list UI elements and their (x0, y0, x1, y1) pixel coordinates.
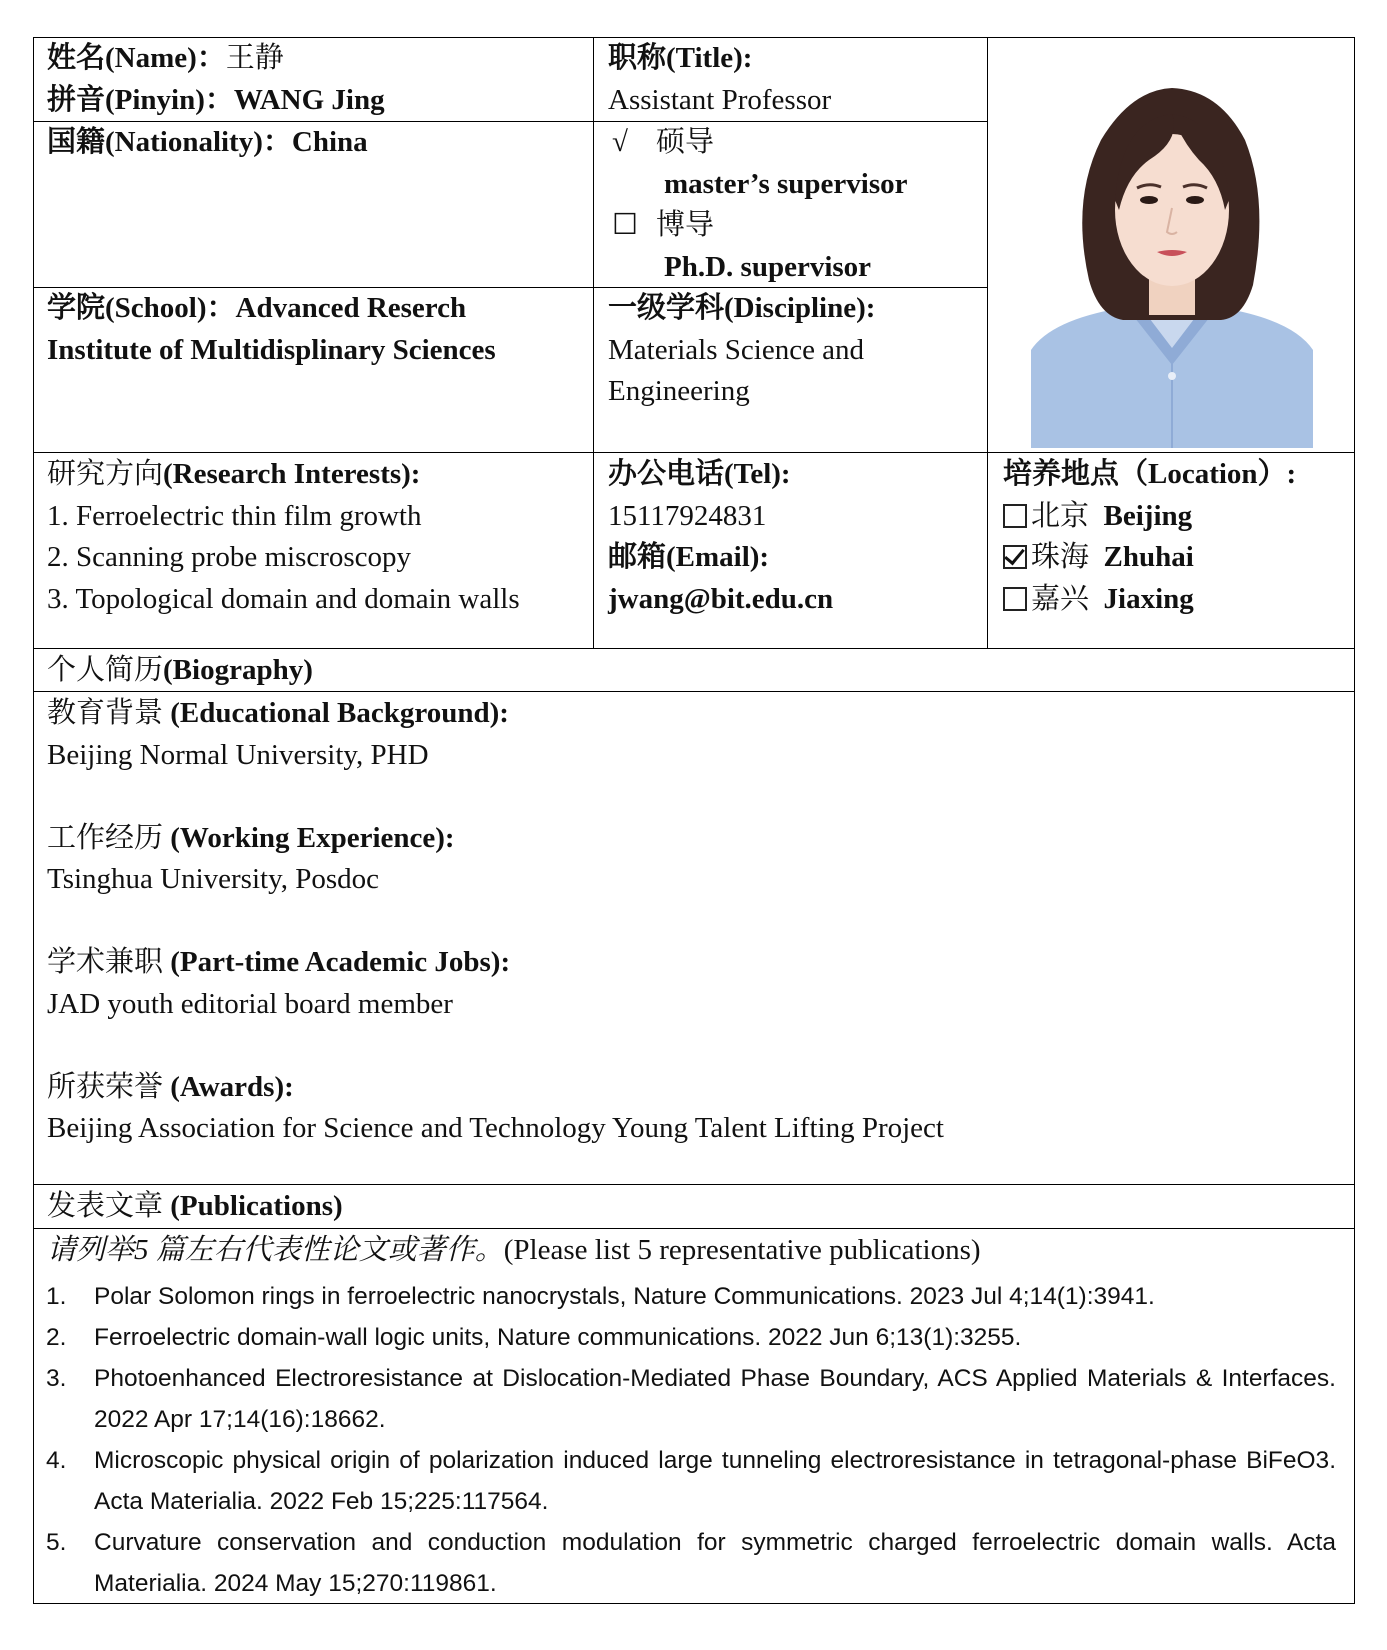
publication-item (46, 1317, 1336, 1358)
nationality-cell (47, 122, 368, 164)
research-item: 3. Topological domain and domain walls (47, 582, 520, 615)
location-checkbox-jiaxing[interactable] (1003, 587, 1027, 611)
education-value: Beijing Normal University, PHD (47, 738, 429, 771)
col-divider (987, 37, 988, 649)
publication-number: 1. (46, 1283, 67, 1310)
publications-header-en: (Publications) (170, 1190, 343, 1222)
publication-text: Ferroelectric domain-wall logic units, Nature communications. 2022 Jun 6;13(1):3255. (94, 1324, 1022, 1351)
location-en: Jiaxing (1103, 582, 1194, 615)
portrait-photo (1031, 80, 1313, 448)
awards-cn: 所获荣誉 (47, 1070, 164, 1103)
phd-check-mark: ☐ (612, 209, 638, 241)
location-cn: 珠海 (1031, 541, 1090, 573)
discipline-line1: Materials Science and (608, 333, 865, 366)
location-checkbox-zhuhai[interactable] (1003, 545, 1027, 569)
nationality-value: China (291, 126, 368, 158)
title-cell (608, 38, 831, 121)
education-cn: 教育背景 (47, 697, 164, 729)
location-cn: 嘉兴 (1031, 582, 1090, 615)
biography-body (47, 693, 944, 1150)
publication-text: Polar Solomon rings in ferroelectric nanocrystals, Nature Communications. 2023 Jul 4;14(1):3941. (94, 1283, 1155, 1310)
publication-item (46, 1276, 1336, 1317)
parttime-value: JAD youth editorial board member (47, 987, 453, 1020)
publication-text: Photoenhanced Electroresistance at Dislocation-Mediated Phase Boundary, ACS Applied Materials & Interfaces. 2022 Apr 17;14(16):18662. (94, 1365, 1336, 1433)
phd-cn: 博导 (656, 209, 715, 241)
school-cell (47, 288, 496, 371)
publications-instruction (47, 1230, 981, 1272)
publication-number: 5. (46, 1529, 67, 1556)
name-cell (47, 38, 385, 121)
nationality-label: 国籍(Nationality)： (47, 126, 292, 158)
work-en: (Working Experience): (170, 821, 455, 854)
tel-value: 15117924831 (608, 499, 767, 532)
education-en: (Educational Background): (170, 697, 509, 729)
publication-number: 2. (46, 1324, 67, 1351)
location-label: 培养地点（Location）: (1003, 458, 1297, 490)
parttime-cn: 学术兼职 (47, 946, 164, 978)
discipline-label: 一级学科(Discipline): (608, 292, 876, 324)
instruction-cn: 请列举5 篇左右代表性论文或著作。 (47, 1234, 504, 1266)
phd-en: Ph.D. supervisor (664, 250, 872, 283)
location-en: Beijing (1103, 499, 1193, 532)
email-value: jwang@bit.edu.cn (608, 582, 834, 615)
row-divider (33, 1228, 1355, 1229)
publication-number: 3. (46, 1365, 67, 1392)
parttime-en: (Part-time Academic Jobs): (170, 946, 511, 978)
pinyin-value: WANG Jing (233, 83, 385, 116)
publication-text: Microscopic physical origin of polarization induced large tunneling electroresistance in tetragonal-phase BiFeO3. Acta Materialia. 2022 Feb 15;225:117564. (94, 1447, 1336, 1515)
research-label-cn: 研究方向 (47, 458, 164, 490)
row-divider (33, 648, 1355, 649)
name-label: 姓名(Name)： (47, 42, 226, 74)
publication-text: Curvature conservation and conduction modulation for symmetric charged ferroelectric domain walls. Acta Materialia. 2024 May 15;270:119861. (94, 1529, 1336, 1597)
location-cn: 北京 (1031, 499, 1090, 532)
title-value: Assistant Professor (608, 83, 832, 116)
discipline-cell (608, 288, 875, 413)
research-item: 1. Ferroelectric thin film growth (47, 499, 422, 532)
location-cell (1003, 454, 1296, 620)
publication-item (46, 1358, 1336, 1440)
publication-number: 4. (46, 1447, 67, 1474)
master-cn: 硕导 (656, 126, 715, 158)
instruction-en: (Please list 5 representative publications) (503, 1234, 981, 1266)
awards-en: (Awards): (170, 1070, 294, 1103)
school-line1: Advanced Reserch (235, 292, 467, 324)
row-divider (33, 1184, 1355, 1185)
master-en: master’s supervisor (664, 167, 908, 200)
research-cell (47, 454, 520, 620)
supervisor-cell (612, 122, 907, 288)
biography-header (47, 650, 313, 692)
publication-item (46, 1522, 1336, 1604)
tel-label: 办公电话(Tel): (608, 458, 791, 490)
contact-cell (608, 454, 833, 620)
publication-list (46, 1276, 1336, 1604)
row-divider (33, 452, 1355, 453)
col-divider (593, 37, 594, 649)
publications-header (47, 1186, 343, 1228)
research-item: 2. Scanning probe miscroscopy (47, 541, 412, 573)
work-cn: 工作经历 (47, 821, 164, 854)
pinyin-label: 拼音(Pinyin)： (47, 83, 234, 116)
master-check-mark: √ (612, 126, 628, 158)
school-line2: Institute of Multidisplinary Sciences (47, 333, 496, 366)
research-label-en: (Research Interests): (163, 458, 421, 490)
discipline-line2: Engineering (608, 375, 750, 407)
school-label: 学院(School)： (47, 292, 236, 324)
name-value: 王静 (225, 42, 284, 74)
publication-item (46, 1440, 1336, 1522)
work-value: Tsinghua University, Posdoc (47, 863, 379, 895)
location-en: Zhuhai (1103, 541, 1194, 573)
biography-header-en: (Biography) (163, 654, 313, 686)
publications-header-cn: 发表文章 (47, 1190, 164, 1222)
title-label: 职称(Title): (608, 42, 753, 74)
email-label: 邮箱(Email): (608, 541, 770, 573)
awards-value: Beijing Association for Science and Technology Young Talent Lifting Project (47, 1112, 944, 1144)
location-checkbox-beijing[interactable] (1003, 504, 1027, 528)
biography-header-cn: 个人简历 (47, 654, 164, 686)
